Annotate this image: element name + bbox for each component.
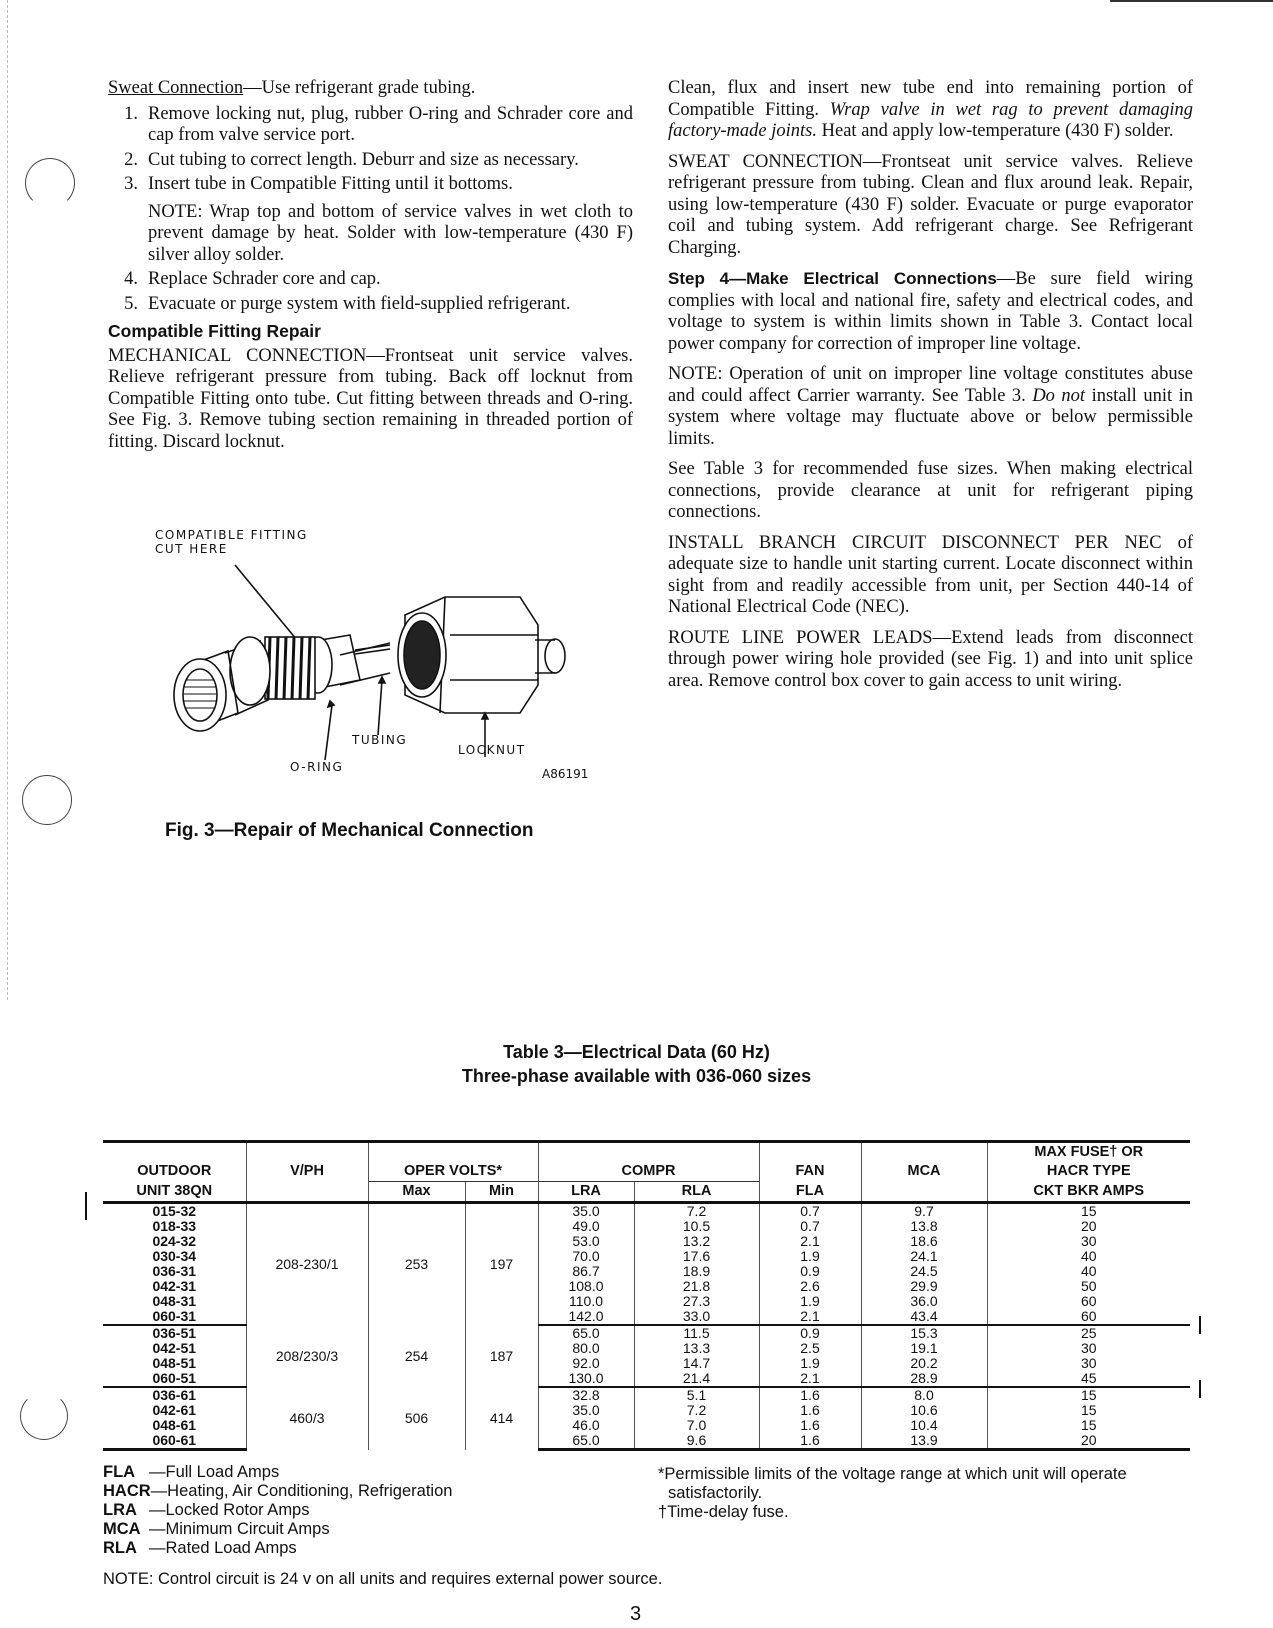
table-footnotes: *Permissible limits of the voltage range at which unit will operate satisfactorily. †Time-delay fuse. <box>658 1465 1127 1521</box>
cell-lra: 80.0 <box>538 1341 634 1356</box>
list-item: 2. Cut tubing to correct length. Deburr and size as necessary. <box>124 149 579 170</box>
cell-fan-fla: 1.6 <box>759 1403 861 1418</box>
cell-lra: 108.0 <box>538 1279 634 1294</box>
cell-lra: 49.0 <box>538 1219 634 1234</box>
cell-fuse: 30 <box>987 1341 1190 1356</box>
cell-rla: 7.2 <box>634 1203 759 1220</box>
header-fuse-l2: HACR TYPE <box>987 1162 1190 1182</box>
cell-fan-fla: 1.9 <box>759 1294 861 1309</box>
clean-flux-paragraph: Clean, flux and insert new tube end into remaining portion of Compatible Fitting. Wrap valve in wet rag to prevent damaging factory-made joints. Heat and apply low-temperature (430 F) solder. <box>668 78 1194 141</box>
legend-row: FLA —Full Load Amps <box>103 1463 280 1481</box>
cell-unit: 036-61 <box>152 1387 197 1403</box>
cell-rla: 13.2 <box>634 1234 759 1249</box>
cell-vph: 208/230/3 <box>246 1325 368 1387</box>
sweat-connection-intro: Sweat Connection—Use refrigerant grade tubing. <box>108 78 476 98</box>
footnote-asterisk: *Permissible limits of the voltage range at which unit will operate <box>658 1465 1127 1483</box>
voltage-note-paragraph: NOTE: Operation of unit on improper line voltage constitutes abuse and could affect Carrier warranty. See Table 3. Do not install unit in system where voltage may fluctuate above or below permissible limits. <box>668 364 1194 449</box>
sweat-steps-list-cont <box>108 269 633 315</box>
cell-fuse: 30 <box>987 1356 1190 1371</box>
cell-fuse: 45 <box>987 1371 1190 1387</box>
table-row <box>103 1203 1190 1220</box>
cell-mca: 8.0 <box>861 1387 987 1403</box>
cell-rla: 14.7 <box>634 1356 759 1371</box>
cell-unit: 015-32 <box>152 1203 197 1219</box>
table-row <box>103 1325 1190 1341</box>
cell-volts-min: 187 <box>465 1325 538 1387</box>
cell-mca: 15.3 <box>861 1325 987 1341</box>
header-fuse-l1: MAX FUSE† OR <box>987 1142 1190 1163</box>
cell-rla: 9.6 <box>634 1433 759 1450</box>
sweat-steps-list <box>108 104 633 196</box>
header-rla: RLA <box>634 1182 759 1203</box>
cell-fan-fla: 1.6 <box>759 1387 861 1403</box>
cell-fan-fla: 0.9 <box>759 1325 861 1341</box>
list-item: 4. Replace Schrader core and cap. <box>124 269 381 289</box>
cell-fuse: 30 <box>987 1234 1190 1249</box>
label-tubing: TUBING <box>352 733 408 747</box>
margin-bar <box>1199 1316 1201 1334</box>
cell-fuse: 50 <box>987 1279 1190 1294</box>
cell-rla: 21.4 <box>634 1371 759 1387</box>
cell-mca: 20.2 <box>861 1356 987 1371</box>
cell-rla: 5.1 <box>634 1387 759 1403</box>
abbreviation-legend <box>103 1463 452 1558</box>
header-mca: MCA <box>861 1162 987 1182</box>
table-subtitle: Three-phase available with 036-060 sizes <box>461 1066 812 1086</box>
cell-unit: 042-61 <box>152 1402 197 1418</box>
cell-mca: 28.9 <box>861 1371 987 1387</box>
table-title: Table 3—Electrical Data (60 Hz) <box>503 1042 770 1062</box>
electrical-data-table <box>103 1140 1190 1451</box>
cell-mca: 13.8 <box>861 1219 987 1234</box>
legend-row: MCA —Minimum Circuit Amps <box>103 1520 330 1538</box>
header-oper-volts: OPER VOLTS* <box>368 1162 538 1182</box>
cell-fan-fla: 2.1 <box>759 1309 861 1325</box>
cell-fuse: 60 <box>987 1309 1190 1325</box>
compatible-fitting-drawing <box>150 545 610 845</box>
cell-lra: 70.0 <box>538 1249 634 1264</box>
table-body <box>103 1203 1190 1450</box>
header-min: Min <box>465 1182 538 1203</box>
fig3-caption: Fig. 3—Repair of Mechanical Connection <box>165 820 534 841</box>
cell-unit: 048-61 <box>152 1417 197 1433</box>
cell-fuse: 60 <box>987 1294 1190 1309</box>
cell-fan-fla: 0.7 <box>759 1219 861 1234</box>
header-fan-fla: FLA <box>759 1182 861 1203</box>
cell-lra: 53.0 <box>538 1234 634 1249</box>
header-vph: V/PH <box>246 1162 368 1182</box>
cell-mca: 13.9 <box>861 1433 987 1450</box>
cell-unit: 060-61 <box>103 1433 246 1450</box>
margin-bar <box>85 1192 87 1220</box>
cell-mca: 9.7 <box>861 1203 987 1220</box>
cell-fuse: 15 <box>987 1387 1190 1403</box>
cell-unit: 060-51 <box>103 1371 246 1387</box>
cell-rla: 7.0 <box>634 1418 759 1433</box>
cell-fan-fla: 1.9 <box>759 1249 861 1264</box>
cell-unit: 048-31 <box>152 1293 197 1309</box>
legend-row: RLA —Rated Load Amps <box>103 1539 297 1557</box>
cell-unit: 030-34 <box>152 1248 197 1264</box>
cell-volts-max: 253 <box>368 1203 465 1326</box>
cell-vph: 208-230/1 <box>246 1203 368 1326</box>
cell-unit: 024-32 <box>152 1233 197 1249</box>
cell-fuse: 15 <box>987 1403 1190 1418</box>
punch-hole-middle <box>22 775 72 825</box>
label-cut-here: CUT HERE <box>155 542 228 556</box>
sweat-connection-paragraph: SWEAT CONNECTION—Frontseat unit service valves. Relieve refrigerant pressure from tubing. Clean and flux around leak. Repair, using low-temperature (430 F) solder. Evacuate or purge evaporator coil and tubing system. Add refrigerant charge. See Refrigerant Charging. <box>668 151 1193 258</box>
cell-rla: 17.6 <box>634 1249 759 1264</box>
header-fuse-l3: CKT BKR AMPS <box>987 1182 1190 1203</box>
cell-rla: 11.5 <box>634 1325 759 1341</box>
cell-lra: 142.0 <box>538 1309 634 1325</box>
cell-mca: 10.4 <box>861 1418 987 1433</box>
cell-rla: 21.8 <box>634 1279 759 1294</box>
header-outdoor: OUTDOOR <box>137 1163 212 1180</box>
cell-volts-min: 414 <box>465 1387 538 1450</box>
cell-unit: 042-51 <box>152 1340 197 1356</box>
cell-rla: 10.5 <box>634 1219 759 1234</box>
cell-mca: 36.0 <box>861 1294 987 1309</box>
cell-mca: 24.1 <box>861 1249 987 1264</box>
cell-lra: 92.0 <box>538 1356 634 1371</box>
cell-fan-fla: 2.1 <box>759 1371 861 1387</box>
cell-lra: 130.0 <box>538 1371 634 1387</box>
cell-volts-max: 506 <box>368 1387 465 1450</box>
mechanical-connection-paragraph: MECHANICAL CONNECTION—Frontseat unit service valves. Relieve refrigerant pressure from tubing. Back off locknut from Compatible Fitting onto tube. Cut fitting between threads and O-ring. See Fig. 3. Remove tubing section remaining in threaded portion of fitting. Discard locknut. <box>108 345 633 452</box>
cell-rla: 27.3 <box>634 1294 759 1309</box>
cell-fuse: 15 <box>987 1203 1190 1220</box>
label-compatible-fitting: COMPATIBLE FITTING <box>155 528 308 542</box>
right-column <box>668 78 1193 701</box>
cell-lra: 65.0 <box>538 1433 634 1450</box>
list-item: 5. Evacuate or purge system with field-supplied refrigerant. <box>124 293 571 314</box>
cell-fuse: 20 <box>987 1433 1190 1450</box>
cell-fuse: 15 <box>987 1418 1190 1433</box>
scan-edge-line <box>7 0 8 1000</box>
cell-rla: 13.3 <box>634 1341 759 1356</box>
cell-fuse: 40 <box>987 1264 1190 1279</box>
punch-hole-bottom <box>20 1392 68 1440</box>
sweat-connection-heading: Sweat Connection <box>108 78 244 98</box>
control-circuit-note: NOTE: Control circuit is 24 v on all units and requires external power source. <box>103 1570 663 1588</box>
cell-lra: 110.0 <box>538 1294 634 1309</box>
header-lra: LRA <box>538 1182 634 1203</box>
cell-fan-fla: 1.9 <box>759 1356 861 1371</box>
cell-unit: 048-51 <box>152 1355 197 1371</box>
footnote-dagger: †Time-delay fuse. <box>658 1503 789 1521</box>
list-item: 3. Insert tube in Compatible Fitting until it bottoms. <box>124 174 513 194</box>
cell-mca: 43.4 <box>861 1309 987 1325</box>
cell-mca: 10.6 <box>861 1403 987 1418</box>
cell-unit: 042-31 <box>152 1278 197 1294</box>
cell-mca: 24.5 <box>861 1264 987 1279</box>
disconnect-paragraph: INSTALL BRANCH CIRCUIT DISCONNECT PER NEC of adequate size to handle unit starting current. Locate disconnect within sight from and readily accessible from unit, per Section 440-14 of National Electrical Code (NEC). <box>668 532 1193 617</box>
cell-rla: 33.0 <box>634 1309 759 1325</box>
legend-row: HACR —Heating, Air Conditioning, Refrigeration <box>103 1482 453 1500</box>
cell-unit: 060-31 <box>103 1309 246 1325</box>
cell-unit: 018-33 <box>152 1218 197 1234</box>
step4-heading: Step 4—Make Electrical Connections <box>668 269 997 288</box>
cell-fan-fla: 0.7 <box>759 1203 861 1220</box>
cell-lra: 32.8 <box>538 1387 634 1403</box>
header-fan: FAN <box>759 1162 861 1182</box>
cell-fan-fla: 1.6 <box>759 1433 861 1450</box>
cell-mca: 29.9 <box>861 1279 987 1294</box>
cell-volts-max: 254 <box>368 1325 465 1387</box>
cell-lra: 86.7 <box>538 1264 634 1279</box>
header-compr: COMPR <box>538 1162 759 1182</box>
margin-bar <box>1199 1380 1201 1398</box>
cell-fuse: 20 <box>987 1219 1190 1234</box>
cell-fan-fla: 0.9 <box>759 1264 861 1279</box>
cell-rla: 18.9 <box>634 1264 759 1279</box>
label-o-ring: O-RING <box>290 760 344 774</box>
cell-unit: 036-31 <box>152 1263 197 1279</box>
list-item: 1. Remove locking nut, plug, rubber O-ring and Schrader core and cap from valve service port. <box>124 103 633 145</box>
cell-fuse: 25 <box>987 1325 1190 1341</box>
header-unit: UNIT 38QN <box>103 1182 246 1203</box>
cell-lra: 35.0 <box>538 1403 634 1418</box>
fig3-illustration <box>150 528 610 845</box>
cell-fan-fla: 2.1 <box>759 1234 861 1249</box>
cell-fan-fla: 1.6 <box>759 1418 861 1433</box>
cell-fuse: 40 <box>987 1249 1190 1264</box>
figure-id: A86191 <box>542 767 589 781</box>
punch-hole-top <box>25 158 75 208</box>
cell-lra: 35.0 <box>538 1203 634 1220</box>
cell-mca: 19.1 <box>861 1341 987 1356</box>
cell-fan-fla: 2.6 <box>759 1279 861 1294</box>
step3-note: NOTE: Wrap top and bottom of service valves in wet cloth to prevent damage by heat. Solder with low-temperature (430 F) silver alloy solder. <box>148 201 633 265</box>
cell-mca: 18.6 <box>861 1234 987 1249</box>
route-leads-paragraph: ROUTE LINE POWER LEADS—Extend leads from disconnect through power wiring hole provided (see Fig. 1) and into unit splice area. Remove control box cover to gain access to unit wiring. <box>668 627 1193 691</box>
cell-fan-fla: 2.5 <box>759 1341 861 1356</box>
step4-paragraph: Step 4—Make Electrical Connections—Be sure field wiring complies with local and national fire, safety and electrical codes, and voltage to system is within limits shown in Table 3. Contact local power company for correction of improper line voltage. <box>668 269 1193 354</box>
page-number: 3 <box>630 1603 642 1625</box>
left-column <box>108 78 633 462</box>
cell-lra: 46.0 <box>538 1418 634 1433</box>
header-max: Max <box>368 1182 465 1203</box>
compatible-fitting-repair-heading: Compatible Fitting Repair <box>108 321 321 341</box>
cell-lra: 65.0 <box>538 1325 634 1341</box>
cell-unit: 036-51 <box>152 1325 197 1341</box>
legend-row: LRA —Locked Rotor Amps <box>103 1501 310 1519</box>
top-rule <box>1110 0 1273 2</box>
cell-volts-min: 197 <box>465 1203 538 1326</box>
fuse-sizes-paragraph: See Table 3 for recommended fuse sizes. When making electrical connections, provide clearance at unit for refrigerant piping connections. <box>668 459 1193 522</box>
cell-rla: 7.2 <box>634 1403 759 1418</box>
table-row <box>103 1387 1190 1403</box>
label-locknut: LOCKNUT <box>458 743 526 757</box>
cell-vph: 460/3 <box>246 1387 368 1450</box>
